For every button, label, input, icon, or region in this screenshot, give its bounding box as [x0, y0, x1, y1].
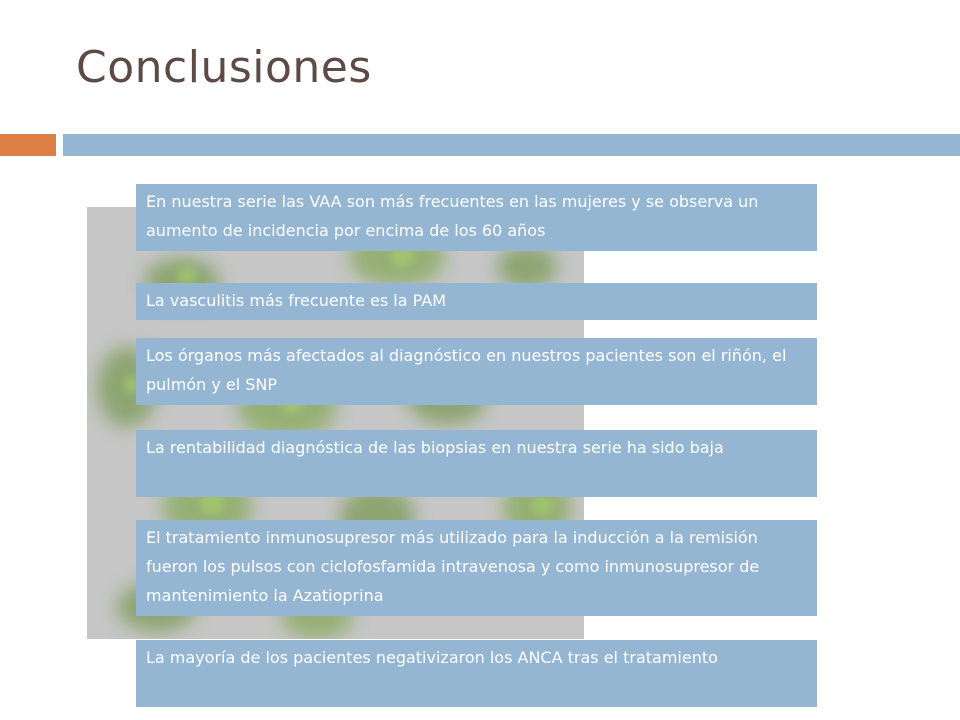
title-accent-bar [0, 134, 56, 156]
conclusion-box-5: El tratamiento inmunosupresor más utilizado para la inducción a la remisión fueron los pulsos con ciclofosfamida intravenosa y como inmunosupresor de mantenimiento la Azatioprina [136, 520, 817, 616]
title-divider-bar [63, 134, 960, 156]
conclusion-box-4: La rentabilidad diagnóstica de las biopsias en nuestra serie ha sido baja [136, 430, 817, 497]
conclusion-box-3: Los órganos más afectados al diagnóstico en nuestros pacientes son el riñón, el pulmón y el SNP [136, 338, 817, 405]
slide-title: Conclusiones [76, 42, 372, 93]
conclusion-box-1: En nuestra serie las VAA son más frecuentes en las mujeres y se observa un aumento de incidencia por encima de los 60 años [136, 184, 817, 251]
conclusion-box-6: La mayoría de los pacientes negativizaron los ANCA tras el tratamiento [136, 640, 817, 707]
conclusion-box-2: La vasculitis más frecuente es la PAM [136, 283, 817, 320]
